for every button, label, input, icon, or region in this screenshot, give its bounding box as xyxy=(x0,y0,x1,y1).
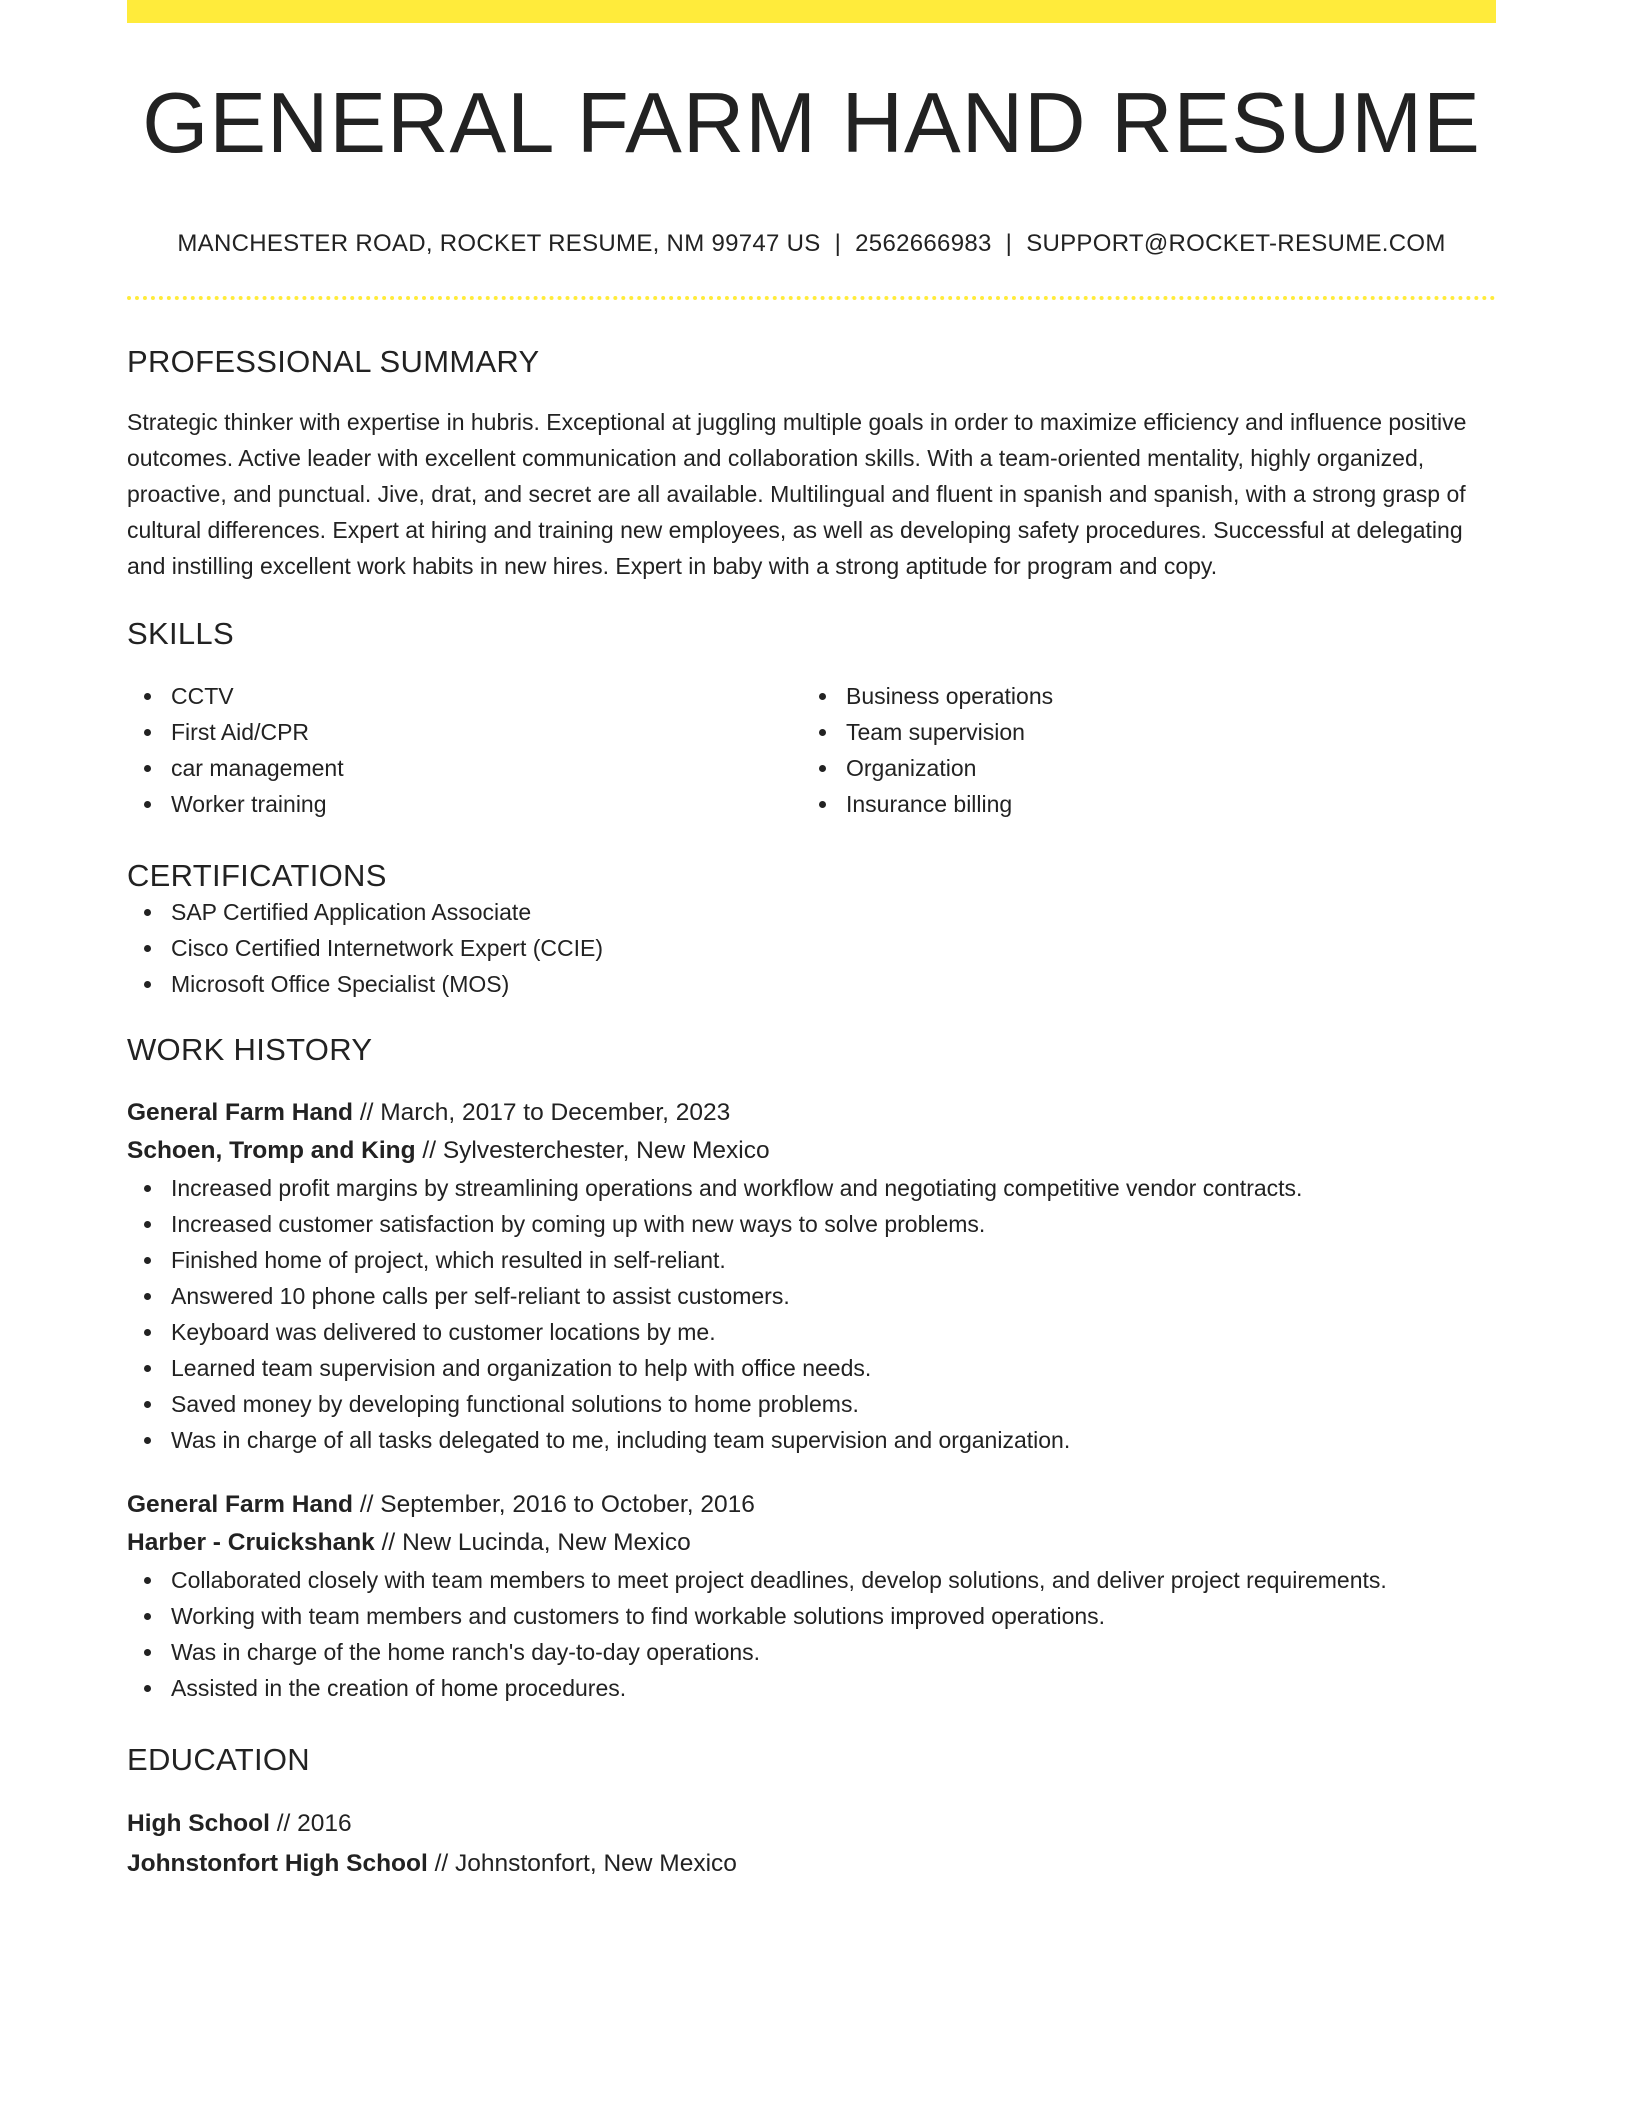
job-bullet: Learned team supervision and organization to help with office needs. xyxy=(127,1350,1496,1386)
job-location: Sylvesterchester, New Mexico xyxy=(442,1137,770,1164)
education-degree-line xyxy=(127,1804,1496,1844)
section-title-education: EDUCATION xyxy=(127,1742,310,1777)
job-bullets xyxy=(127,1562,1496,1706)
education-year: 2016 xyxy=(297,1810,352,1837)
job-bullet: Saved money by developing functional solutions to home problems. xyxy=(127,1386,1496,1422)
job-company-line xyxy=(127,1132,1496,1170)
job-bullet: Keyboard was delivered to customer locations by me. xyxy=(127,1314,1496,1350)
section-title-summary: PROFESSIONAL SUMMARY xyxy=(127,344,540,379)
certification-item: SAP Certified Application Associate xyxy=(127,894,1496,930)
job-dates: September, 2016 to October, 2016 xyxy=(380,1491,755,1518)
job-divider: // xyxy=(359,1491,374,1518)
job-bullet: Was in charge of all tasks delegated to me, including team supervision and organization. xyxy=(127,1422,1496,1458)
resume-title: GENERAL FARM HAND RESUME xyxy=(142,76,1481,171)
job-bullet: Answered 10 phone calls per self-reliant to assist customers. xyxy=(127,1278,1496,1314)
education-degree: High School xyxy=(127,1810,270,1837)
summary-text: Strategic thinker with expertise in hubris. Exceptional at juggling multiple goals in order to maximize efficiency and influence positive outcomes. Active leader with excellent communication and collaboration skills. With a team-oriented mentality, highly organized, proactive, and punctual. Jive, drat, and secret are all available. Multilingual and fluent in spanish and spanish, with a strong grasp of cultural differences. Expert at hiring and training new employees, as well as developing safety procedures. Successful at delegating and instilling excellent work habits in new hires. Expert in baby with a strong aptitude for program and copy. xyxy=(127,409,1467,579)
job-bullet: Was in charge of the home ranch's day-to-day operations. xyxy=(127,1634,1496,1670)
skill-item: Organization xyxy=(802,750,1477,786)
contact-separator: | xyxy=(834,230,842,257)
job-divider: // xyxy=(422,1137,437,1164)
job-bullet: Increased profit margins by streamlining operations and workflow and negotiating competitive vendor contracts. xyxy=(127,1170,1496,1206)
education-school-line xyxy=(127,1844,1496,1884)
job-bullet: Finished home of project, which resulted in self-reliant. xyxy=(127,1242,1496,1278)
accent-top-bar xyxy=(127,0,1496,23)
contact-phone: 2562666983 xyxy=(855,230,992,257)
skills-list-right xyxy=(802,678,1477,822)
education-divider: // xyxy=(276,1810,291,1837)
job-bullet: Assisted in the creation of home procedures. xyxy=(127,1670,1496,1706)
job-bullet: Working with team members and customers to find workable solutions improved operations. xyxy=(127,1598,1496,1634)
dotted-divider xyxy=(127,296,1496,300)
certification-item: Cisco Certified Internetwork Expert (CCIE) xyxy=(127,930,1496,966)
section-title-work-history: WORK HISTORY xyxy=(127,1032,373,1067)
job-entry xyxy=(127,1486,1496,1706)
job-company-line xyxy=(127,1524,1496,1562)
job-dates: March, 2017 to December, 2023 xyxy=(380,1099,731,1126)
skill-item: Team supervision xyxy=(802,714,1477,750)
education-entry xyxy=(127,1804,1496,1884)
skill-item: First Aid/CPR xyxy=(127,714,802,750)
skill-item: Insurance billing xyxy=(802,786,1477,822)
job-role: General Farm Hand xyxy=(127,1491,354,1518)
job-entry xyxy=(127,1094,1496,1458)
contact-line xyxy=(127,230,1496,258)
contact-address: MANCHESTER ROAD, ROCKET RESUME, NM 99747 US xyxy=(177,230,821,257)
contact-separator: | xyxy=(1005,230,1013,257)
skills-list-left xyxy=(127,678,802,822)
job-company: Schoen, Tromp and King xyxy=(127,1137,416,1164)
section-title-certifications: CERTIFICATIONS xyxy=(127,858,387,893)
contact-email: SUPPORT@ROCKET-RESUME.COM xyxy=(1026,230,1446,257)
skill-item: car management xyxy=(127,750,802,786)
job-role: General Farm Hand xyxy=(127,1099,354,1126)
certification-item: Microsoft Office Specialist (MOS) xyxy=(127,966,1496,1002)
job-role-line xyxy=(127,1094,1496,1132)
job-bullets xyxy=(127,1170,1496,1458)
certifications-list xyxy=(127,894,1496,1002)
skills-column-left xyxy=(127,678,802,822)
skills-column-right xyxy=(802,678,1477,822)
job-bullet: Collaborated closely with team members to meet project deadlines, develop solutions, and deliver project requirements. xyxy=(127,1562,1496,1598)
section-title-skills: SKILLS xyxy=(127,616,234,651)
education-location: Johnstonfort, New Mexico xyxy=(455,1850,737,1877)
job-role-line xyxy=(127,1486,1496,1524)
skill-item: CCTV xyxy=(127,678,802,714)
education-school: Johnstonfort High School xyxy=(127,1850,428,1877)
resume-page xyxy=(127,0,1496,1884)
job-bullet: Increased customer satisfaction by coming up with new ways to solve problems. xyxy=(127,1206,1496,1242)
skills-grid xyxy=(127,678,1496,822)
job-location: New Lucinda, New Mexico xyxy=(402,1529,691,1556)
education-divider: // xyxy=(434,1850,449,1877)
job-company: Harber - Cruickshank xyxy=(127,1529,375,1556)
skill-item: Worker training xyxy=(127,786,802,822)
job-divider: // xyxy=(359,1099,374,1126)
skill-item: Business operations xyxy=(802,678,1477,714)
job-divider: // xyxy=(381,1529,396,1556)
